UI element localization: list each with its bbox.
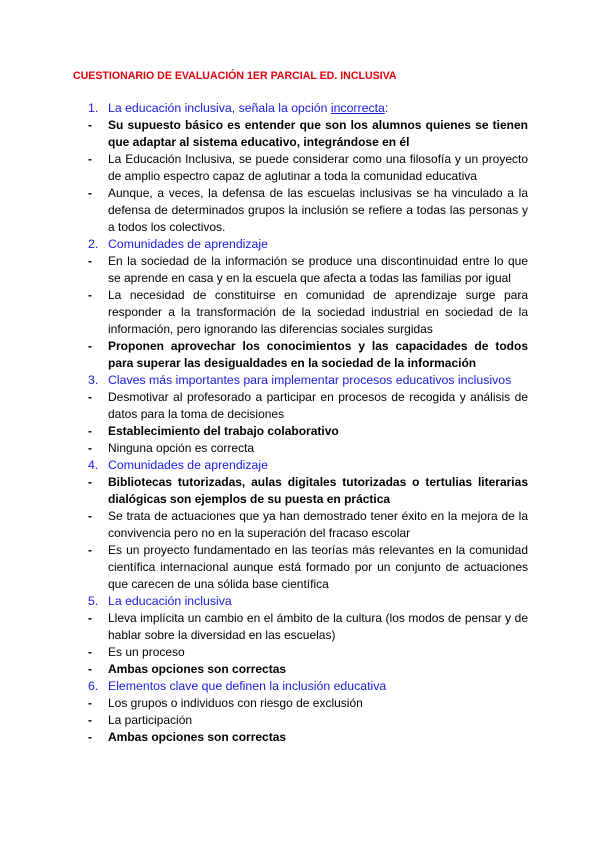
question-number: 3. (88, 373, 99, 387)
dash-bullet: - (88, 441, 92, 455)
answer-option (88, 389, 528, 423)
option-text: Ambas opciones son correctas (108, 730, 287, 744)
dash-bullet: - (88, 696, 92, 710)
dash-bullet: - (88, 186, 92, 200)
option-text: En la sociedad de la información se produce una discontinuidad entre lo que se aprende en casa y en la escuela que afecta a todas las familias por igual (108, 254, 528, 285)
question-text: Comunidades de aprendizaje (108, 237, 268, 251)
option-text: Se trata de actuaciones que ya han demostrado tener éxito en la mejora de la convivencia pero no en la superación del fracaso escolar (108, 509, 528, 540)
answer-option (88, 253, 528, 287)
question-heading (88, 372, 528, 389)
option-text: La necesidad de constituirse en comunidad de aprendizaje surge para responder a la transformación de la sociedad industrial en sociedad de la información, pero ignorando las diferencias sociales surgidas (108, 288, 528, 336)
question-heading (88, 457, 528, 474)
option-text: Bibliotecas tutorizadas, aulas digitales tutorizadas o tertulias literarias dialógicas son ejemplos de su puesta en práctica (108, 475, 528, 506)
answer-option (88, 287, 528, 338)
option-text: Aunque, a veces, la defensa de las escuelas inclusivas se ha vinculado a la defensa de determinados grupos la inclusión se refiere a todas las personas y a todos los colectivos. (108, 186, 528, 234)
option-text: Proponen aprovechar los conocimientos y las capacidades de todos para superar las desigualdades en la sociedad de la información (108, 339, 528, 370)
answer-option (88, 423, 528, 440)
document-title: CUESTIONARIO DE EVALUACIÓN 1ER PARCIAL ED. INCLUSIVA (73, 70, 397, 82)
question-number: 4. (88, 458, 99, 472)
question-heading (88, 236, 528, 253)
dash-bullet: - (88, 288, 92, 302)
option-text: La Educación Inclusiva, se puede considerar como una filosofía y un proyecto de amplio espectro capaz de aglutinar a toda la comunidad educativa (108, 152, 528, 183)
option-text: Ninguna opción es correcta (108, 441, 255, 455)
option-text: Es un proceso (108, 645, 185, 659)
answer-option (88, 508, 528, 542)
question-number: 6. (88, 679, 99, 693)
answer-option (88, 644, 528, 661)
question-text: Elementos clave que definen la inclusión educativa (108, 679, 387, 693)
question-heading (88, 678, 528, 695)
option-text: Lleva implícita un cambio en el ámbito de la cultura (los modos de pensar y de hablar sobre la diversidad en las escuelas) (108, 611, 528, 642)
dash-bullet: - (88, 509, 92, 523)
option-text: Su supuesto básico es entender que son los alumnos quienes se tienen que adaptar al sistema educativo, integrándose en él (108, 118, 528, 149)
option-text: Establecimiento del trabajo colaborativo (108, 424, 339, 438)
answer-option (88, 185, 528, 236)
question-text: Comunidades de aprendizaje (108, 458, 268, 472)
option-text: Desmotivar al profesorado a participar en procesos de recogida y análisis de datos para la toma de decisiones (108, 390, 528, 421)
answer-option (88, 117, 528, 151)
question-text-part: : (384, 101, 389, 115)
answer-option (88, 440, 528, 457)
dash-bullet: - (88, 254, 92, 268)
dash-bullet: - (88, 118, 92, 132)
dash-bullet: - (88, 662, 92, 676)
question-text-part: La educación inclusiva, señala la opción (108, 101, 331, 115)
answer-option (88, 474, 528, 508)
option-text: La participación (108, 713, 193, 727)
dash-bullet: - (88, 424, 92, 438)
answer-option (88, 610, 528, 644)
question-text: La educación inclusiva (108, 594, 232, 608)
answer-option (88, 542, 528, 593)
question-number: 1. (88, 101, 99, 115)
answer-option (88, 338, 528, 372)
dash-bullet: - (88, 543, 92, 557)
answer-option (88, 151, 528, 185)
dash-bullet: - (88, 339, 92, 353)
question-number: 5. (88, 594, 99, 608)
dash-bullet: - (88, 730, 92, 744)
dash-bullet: - (88, 645, 92, 659)
question-text-underlined: incorrecta (330, 101, 385, 115)
answer-option (88, 729, 528, 746)
answer-option (88, 712, 528, 729)
dash-bullet: - (88, 475, 92, 489)
answer-option (88, 661, 528, 678)
question-number: 2. (88, 237, 99, 251)
dash-bullet: - (88, 390, 92, 404)
dash-bullet: - (88, 152, 92, 166)
question-heading (88, 100, 528, 117)
question-list (88, 100, 528, 746)
option-text: Es un proyecto fundamentado en las teorías más relevantes en la comunidad científica internacional aunque está formado por un conjunto de actuaciones que carecen de una sólida base científica (108, 543, 528, 591)
answer-option (88, 695, 528, 712)
question-heading (88, 593, 528, 610)
dash-bullet: - (88, 713, 92, 727)
option-text: Los grupos o individuos con riesgo de exclusión (108, 696, 363, 710)
option-text: Ambas opciones son correctas (108, 662, 287, 676)
question-text: Claves más importantes para implementar procesos educativos inclusivos (108, 373, 512, 387)
question-text (108, 100, 528, 117)
dash-bullet: - (88, 611, 92, 625)
